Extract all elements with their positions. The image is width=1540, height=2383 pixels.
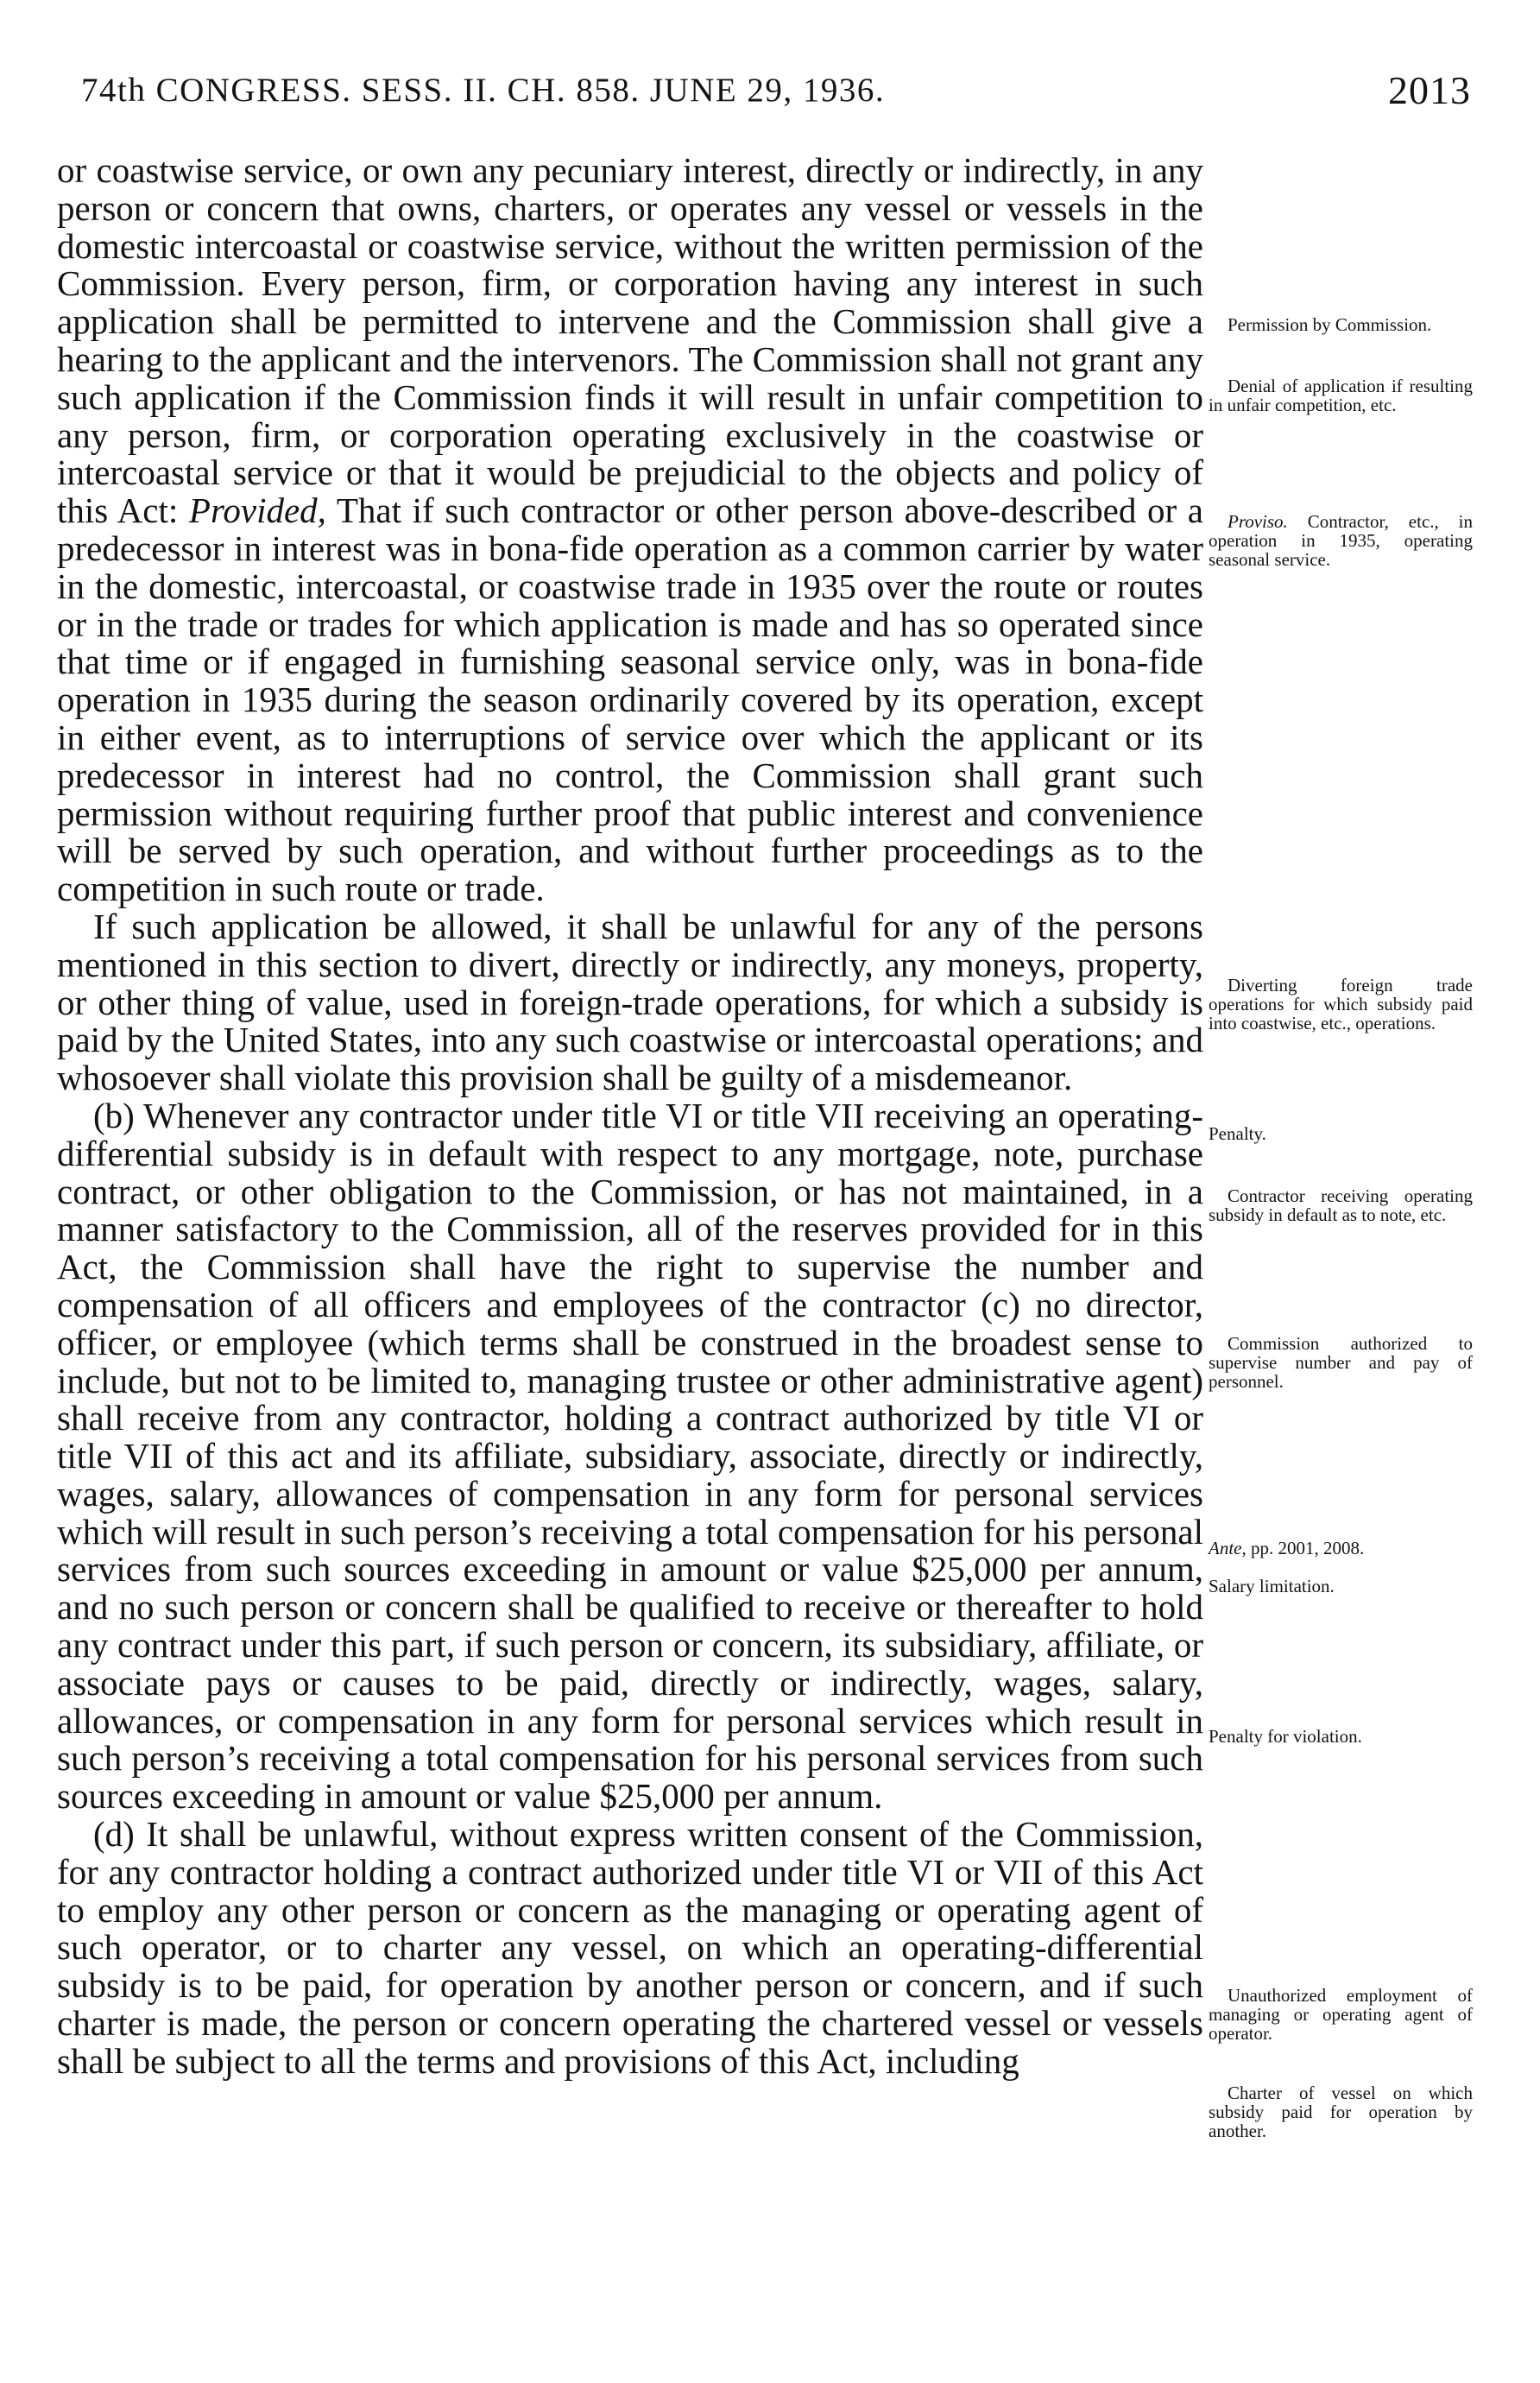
proviso-label: Proviso.: [1228, 511, 1288, 532]
margin-note-charter-vessel: Charter of vessel on which subsidy paid for operation by another.: [1209, 2083, 1473, 2141]
margin-note-permission: Permission by Commission.: [1228, 314, 1432, 335]
margin-note-contractor-default: Contractor receiving operating subsidy in default as to note, etc.: [1209, 1185, 1473, 1225]
margin-note-commission-authorized: Commission authorized to supervise number and pay of personnel.: [1209, 1333, 1473, 1392]
margin-note-proviso: [1209, 512, 1473, 569]
paragraph-diverting: If such application be allowed, it shall be unlawful for any of the persons mentioned in this section to divert, directly or indirectly, any moneys, property, or other thing of value, used in foreign-trade operations, for which a subsidy is paid by the United States, into any such coastwise or intercoastal operations; and whosoever shall violate this provision shall be guilty of a misdemeanor.: [57, 906, 1203, 1098]
margin-note-diverting: Diverting foreign trade operations for which subsidy paid into coastwise, etc., operations.: [1209, 975, 1473, 1033]
margin-note-penalty: Penalty.: [1209, 1123, 1266, 1144]
paragraph-text: That if such contractor or other person above-described or a predecessor in interest was in bona-fide operation as a common carrier by water in the domestic, intercoastal, or coastwise trade in 1935 over the route or routes or in the trade or trades for which application is made and has so operated since that time or if engaged in furnishing seasonal service only, was in bona-fide operation in 1935 during the season ordinarily covered by its operation, except in either event, as to interruptions of service over which the applicant or its predecessor in interest had no control, the Commission shall grant such permission without requiring further proof that public interest and convenience will be served by such operation, and without further proceedings as to the competition in such route or trade.: [57, 490, 1203, 909]
page-number: 2013: [1388, 68, 1471, 112]
paragraph-d: (d) It shall be unlawful, without express written consent of the Commission, for any contractor holding a contract authorized under title VI or VII of this Act to employ any other person or concern as the managing or operating agent of such operator, or to charter any vessel, on which an operating-differential subsidy is to be paid, for operation by another person or concern, and if such charter is made, the person or concern operating the chartered vessel or vessels shall be subject to all the terms and provisions of this Act, including: [57, 1814, 1203, 2081]
paragraph-text: or coastwise service, or own any pecuniary interest, directly or indirectly, in any person or concern that owns, charters, or operates any vessel or vessels in the domestic intercoastal or coastwise service, without the written permission of the Commission. Every person, firm, or corporation having any interest in such application shall be permitted to intervene and the Commission shall give a hearing to the applicant and the intervenors. The Commission shall not grant any such application if the Commission finds it will result in unfair competition to any person, firm, or corporation operating exclusively in the coastwise or intercoastal service or that it would be prejudicial to the objects and policy of this Act:: [57, 150, 1203, 531]
proviso-text: Contractor, etc., in operation in 1935, operating seasonal service.: [1209, 511, 1473, 570]
ante-pages: pp. 2001, 2008.: [1250, 1538, 1365, 1558]
running-head: 74th CONGRESS. SESS. II. CH. 858. JUNE 29, 1936.: [81, 72, 886, 109]
provided-italic: Provided,: [188, 490, 326, 531]
margin-note-penalty-violation: Penalty for violation.: [1209, 1726, 1362, 1747]
ante-label: Ante,: [1209, 1538, 1247, 1558]
margin-note-denial: Denial of application if resulting in unfair competition, etc.: [1209, 376, 1473, 415]
margin-note-ante: [1209, 1539, 1473, 1558]
margin-note-unauthorized-employment: Unauthorized employment of managing or operating agent of operator.: [1209, 1985, 1473, 2044]
paragraph-b: (b) Whenever any contractor under title VI or title VII receiving an operating-differential subsidy is in default with respect to any mortgage, note, purchase contract, or other obligation to the Commission, or has not maintained, in a manner satisfactory to the Commission, all of the reserves provided for in this Act, the Commission shall have the right to supervise the number and compensation of all officers and employees of the contractor (c) no director, officer, or employee (which terms shall be construed in the broadest sense to include, but not to be limited to, managing trustee or other administrative agent) shall receive from any contractor, holding a contract authorized by title VI or title VII of this act and its affiliate, subsidiary, associate, directly or indirectly, wages, salary, allowances of compensation in any form for personal services which will result in such person’s receiving a total compensation for his personal services from such sources exceeding in amount or value $25,000 per annum, and no such person or concern shall be qualified to receive or thereafter to hold any contract under this part, if such person or concern, its subsidiary, affiliate, or associate pays or causes to be paid, directly or indirectly, wages, salary, allowances, or compensation in any form for personal services which result in such person’s receiving a total compensation for his personal services from such sources exceeding in amount or value $25,000 per annum.: [57, 1095, 1203, 1817]
margin-note-salary-limitation: Salary limitation.: [1209, 1576, 1335, 1596]
